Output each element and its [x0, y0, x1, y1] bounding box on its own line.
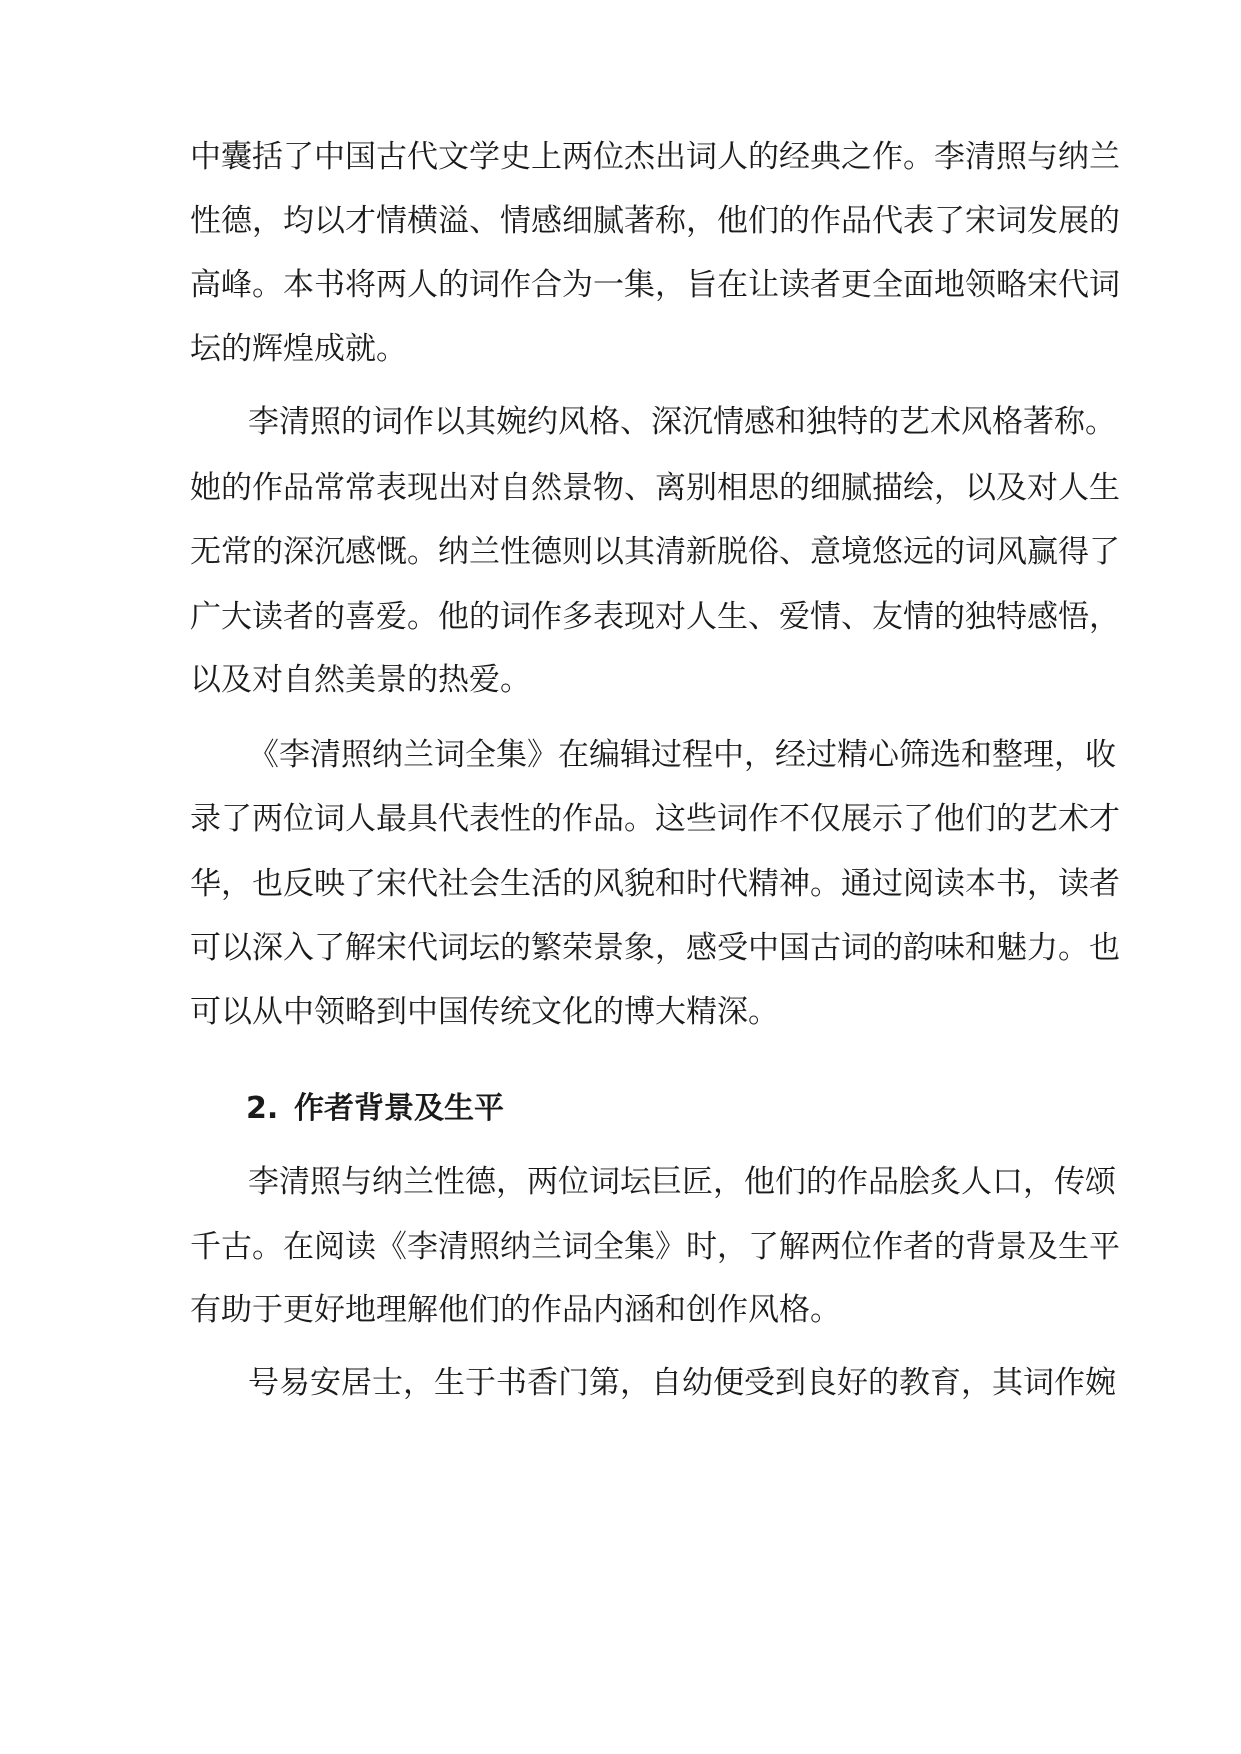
text-line: 号易安居士，生于书香门第，自幼便受到良好的教育，其词作婉	[248, 1365, 1116, 1401]
text-line: 可以从中领略到中国传统文化的博大精深。	[190, 994, 779, 1030]
section-title: 作者背景及生平	[294, 1091, 504, 1126]
text-line: 性德，均以才情横溢、情感细腻著称，他们的作品代表了宋词发展的	[190, 203, 1120, 239]
text-line: 中囊括了中国古代文学史上两位杰出词人的经典之作。李清照与纳兰	[190, 139, 1120, 175]
text-line: 可以深入了解宋代词坛的繁荣景象，感受中国古词的韵味和魅力。也	[190, 930, 1120, 966]
section-number: 2.	[246, 1091, 279, 1126]
text-line: 以及对自然美景的热爱。	[190, 662, 531, 698]
text-line: 李清照的词作以其婉约风格、深沉情感和独特的艺术风格著称。	[248, 404, 1116, 440]
text-line: 华，也反映了宋代社会生活的风貌和时代精神。通过阅读本书，读者	[190, 866, 1120, 902]
text-line: 录了两位词人最具代表性的作品。这些词作不仅展示了他们的艺术才	[190, 801, 1120, 837]
text-line: 无常的深沉感慨。纳兰性德则以其清新脱俗、意境悠远的词风赢得了	[190, 534, 1120, 570]
text-line: 坛的辉煌成就。	[190, 331, 407, 367]
text-line: 高峰。本书将两人的词作合为一集，旨在让读者更全面地领略宋代词	[190, 267, 1120, 303]
text-line: 李清照与纳兰性德，两位词坛巨匠，他们的作品脍炙人口，传颂	[248, 1164, 1116, 1200]
text-line: 广大读者的喜爱。他的词作多表现对人生、爱情、友情的独特感悟，	[190, 599, 1120, 635]
text-line: 她的作品常常表现出对自然景物、离别相思的细腻描绘，以及对人生	[190, 470, 1120, 506]
text-line: 千古。在阅读《李清照纳兰词全集》时，了解两位作者的背景及生平	[190, 1229, 1120, 1265]
text-line: 《李清照纳兰词全集》在编辑过程中，经过精心筛选和整理，收	[248, 737, 1116, 773]
section-heading	[246, 1089, 504, 1129]
text-line: 有助于更好地理解他们的作品内涵和创作风格。	[190, 1292, 841, 1328]
